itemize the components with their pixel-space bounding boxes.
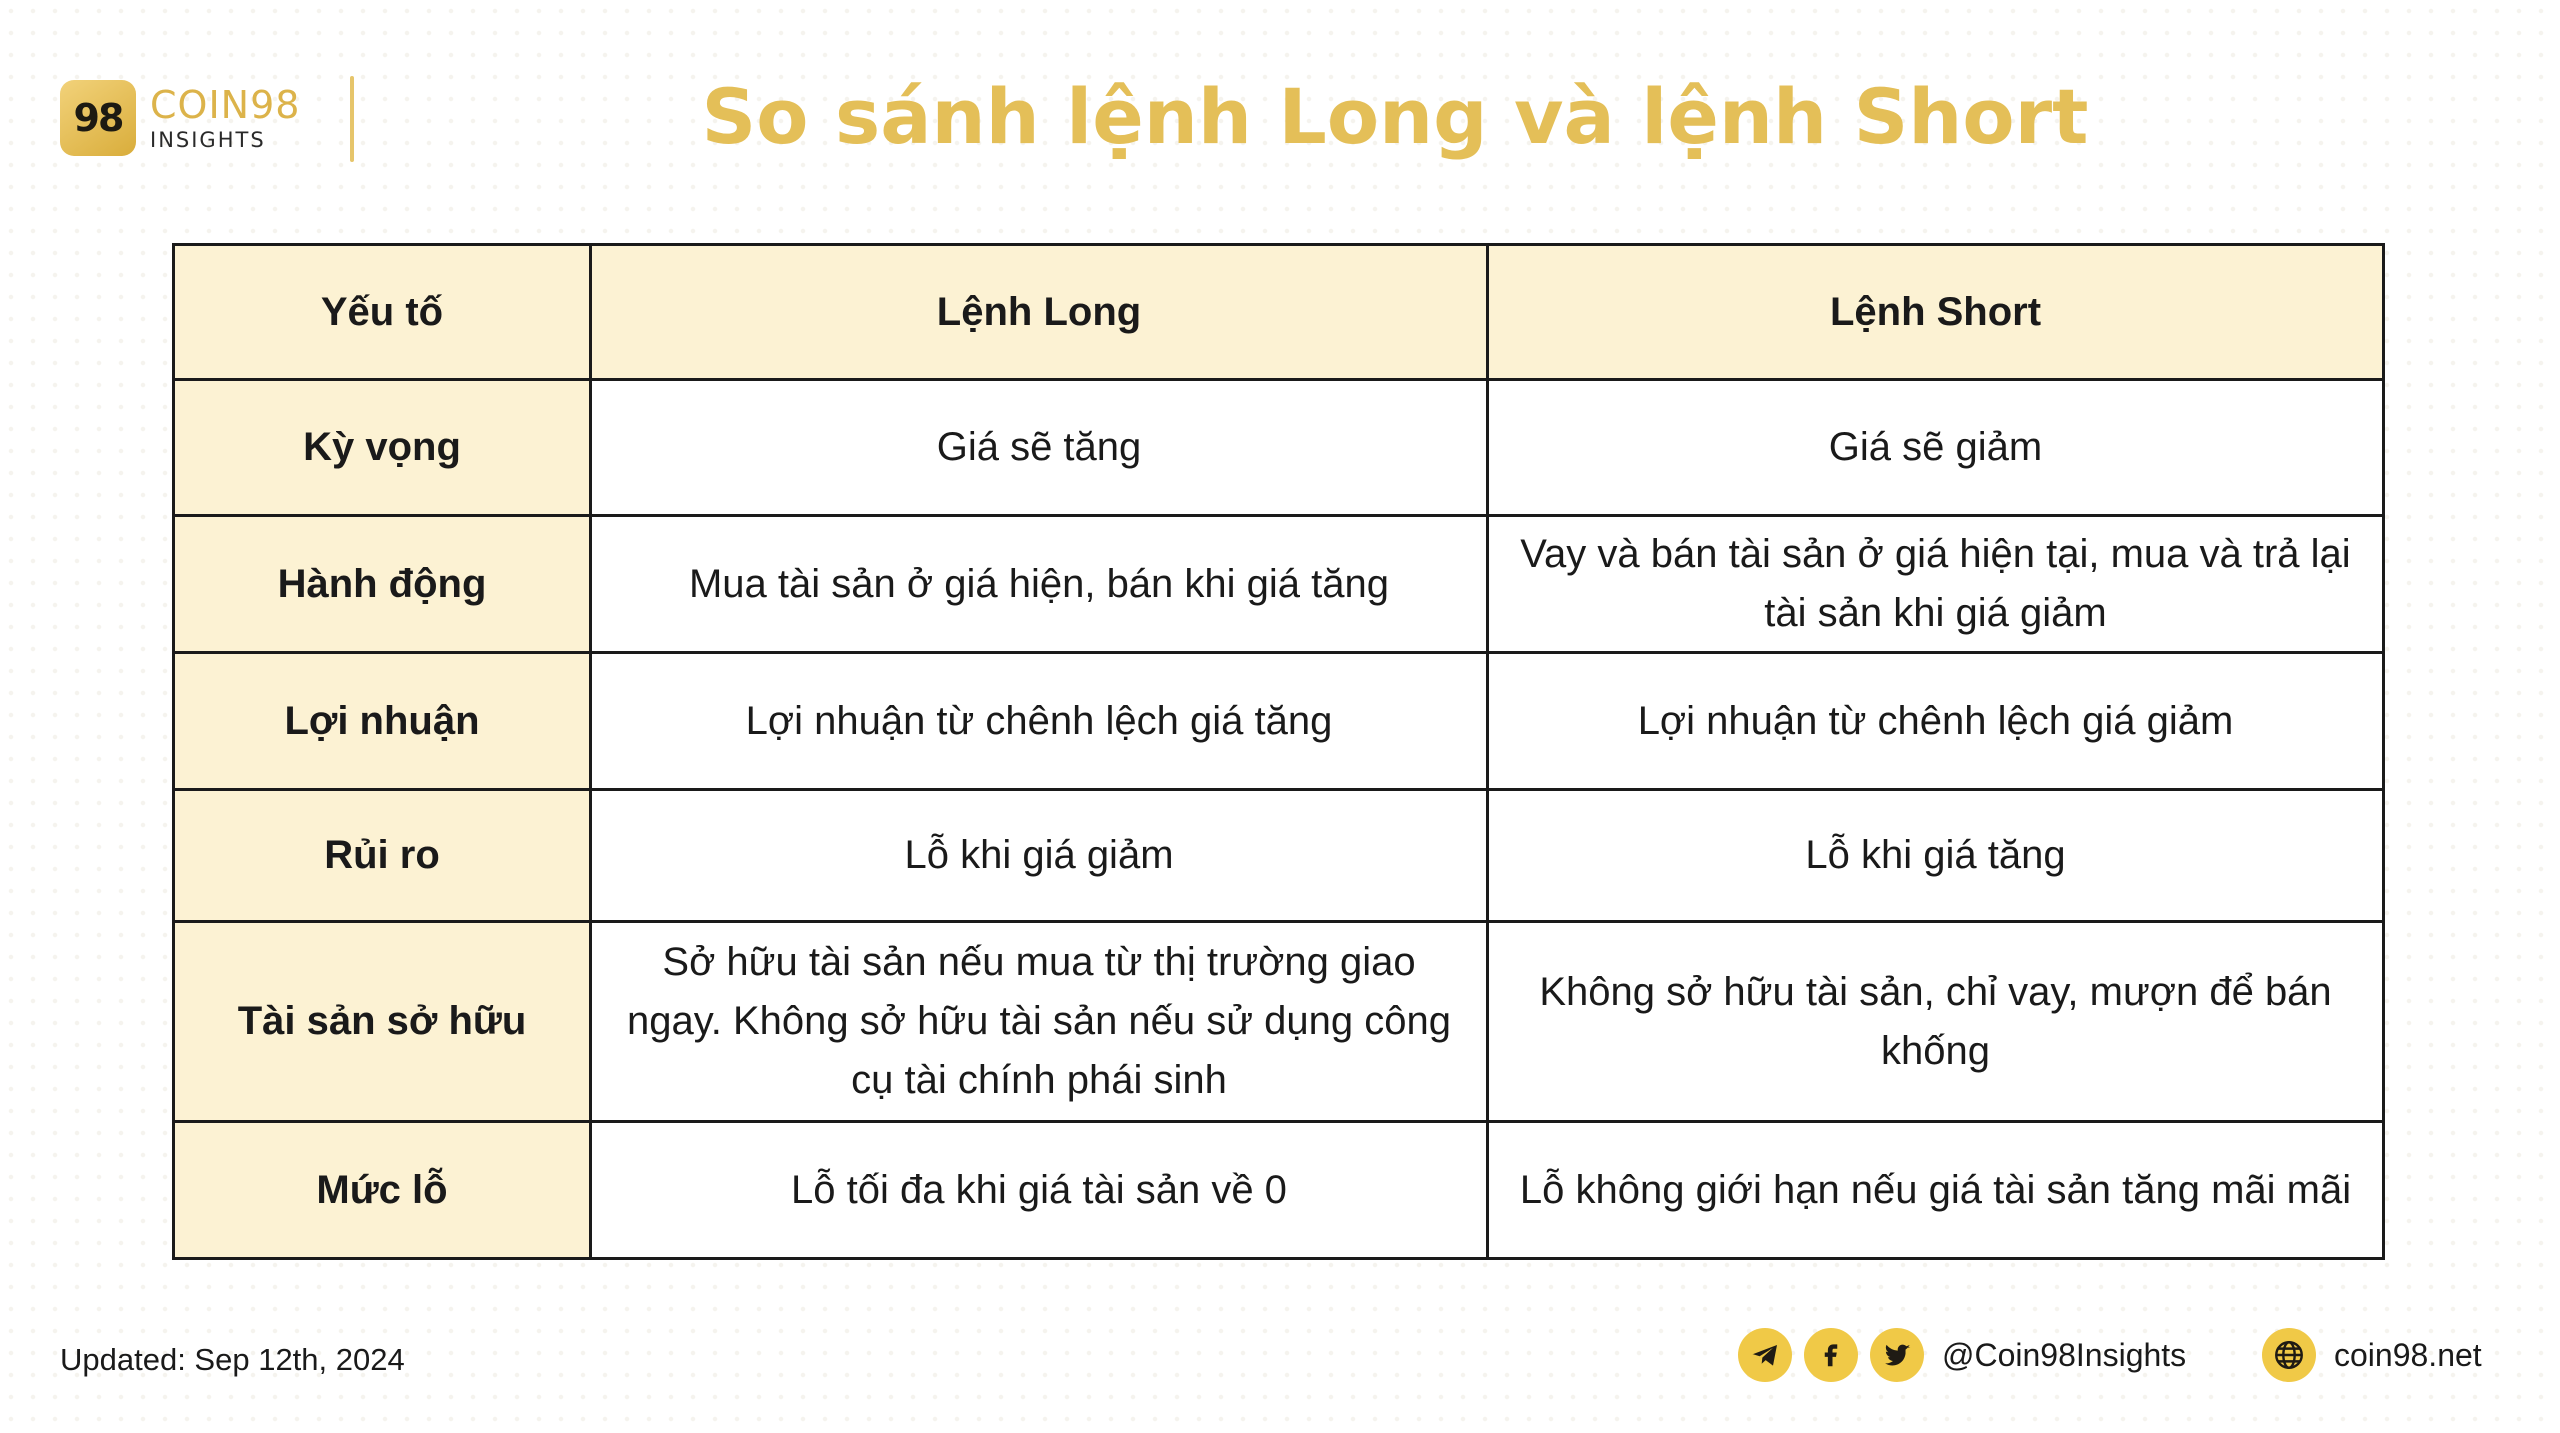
row-long: Giá sẽ tăng xyxy=(591,380,1488,516)
table-header-row xyxy=(174,245,2384,380)
row-short: Vay và bán tài sản ở giá hiện tại, mua và trả lại tài sản khi giá giảm xyxy=(1488,516,2384,653)
row-short: Lợi nhuận từ chênh lệch giá giảm xyxy=(1488,653,2384,790)
header-short: Lệnh Short xyxy=(1488,245,2384,380)
row-short: Giá sẽ giảm xyxy=(1488,380,2384,516)
website-url[interactable]: coin98.net xyxy=(2334,1336,2482,1373)
row-short: Lỗ khi giá tăng xyxy=(1488,790,2384,922)
table-row xyxy=(174,380,2384,516)
globe-icon[interactable] xyxy=(2262,1328,2316,1382)
page-title: So sánh lệnh Long và lệnh Short xyxy=(701,72,2089,161)
row-short: Không sở hữu tài sản, chỉ vay, mượn để bán khống xyxy=(1488,922,2384,1122)
comparison-table xyxy=(172,243,2385,1260)
header-factor: Yếu tố xyxy=(174,245,591,380)
row-long: Sở hữu tài sản nếu mua từ thị trường giao ngay. Không sở hữu tài sản nếu sử dụng công cụ tài chính phái sinh xyxy=(591,922,1488,1122)
twitter-icon[interactable] xyxy=(1870,1328,1924,1382)
coin98-badge: 98 xyxy=(60,80,136,156)
facebook-icon[interactable] xyxy=(1804,1328,1858,1382)
row-factor: Kỳ vọng xyxy=(174,380,591,516)
table-row xyxy=(174,1122,2384,1259)
row-factor: Mức lỗ xyxy=(174,1122,591,1259)
updated-date: Updated: Sep 12th, 2024 xyxy=(60,1342,405,1377)
row-factor: Tài sản sở hữu xyxy=(174,922,591,1122)
row-factor: Hành động xyxy=(174,516,591,653)
row-long: Mua tài sản ở giá hiện, bán khi giá tăng xyxy=(591,516,1488,653)
row-long: Lỗ khi giá giảm xyxy=(591,790,1488,922)
telegram-icon[interactable] xyxy=(1738,1328,1792,1382)
row-long: Lỗ tối đa khi giá tài sản về 0 xyxy=(591,1122,1488,1259)
table-row xyxy=(174,922,2384,1122)
logo-subtitle: INSIGHTS xyxy=(150,127,266,152)
social-handle[interactable]: @Coin98Insights xyxy=(1942,1336,2187,1373)
table-row xyxy=(174,653,2384,790)
social-links xyxy=(1738,1325,2186,1385)
row-factor: Lợi nhuận xyxy=(174,653,591,790)
website-link xyxy=(2262,1325,2482,1385)
row-factor: Rủi ro xyxy=(174,790,591,922)
header-long: Lệnh Long xyxy=(591,245,1488,380)
table-row xyxy=(174,516,2384,653)
row-long: Lợi nhuận từ chênh lệch giá tăng xyxy=(591,653,1488,790)
row-short: Lỗ không giới hạn nếu giá tài sản tăng mãi mãi xyxy=(1488,1122,2384,1259)
table-row xyxy=(174,790,2384,922)
logo-name: COIN98 xyxy=(150,82,301,127)
